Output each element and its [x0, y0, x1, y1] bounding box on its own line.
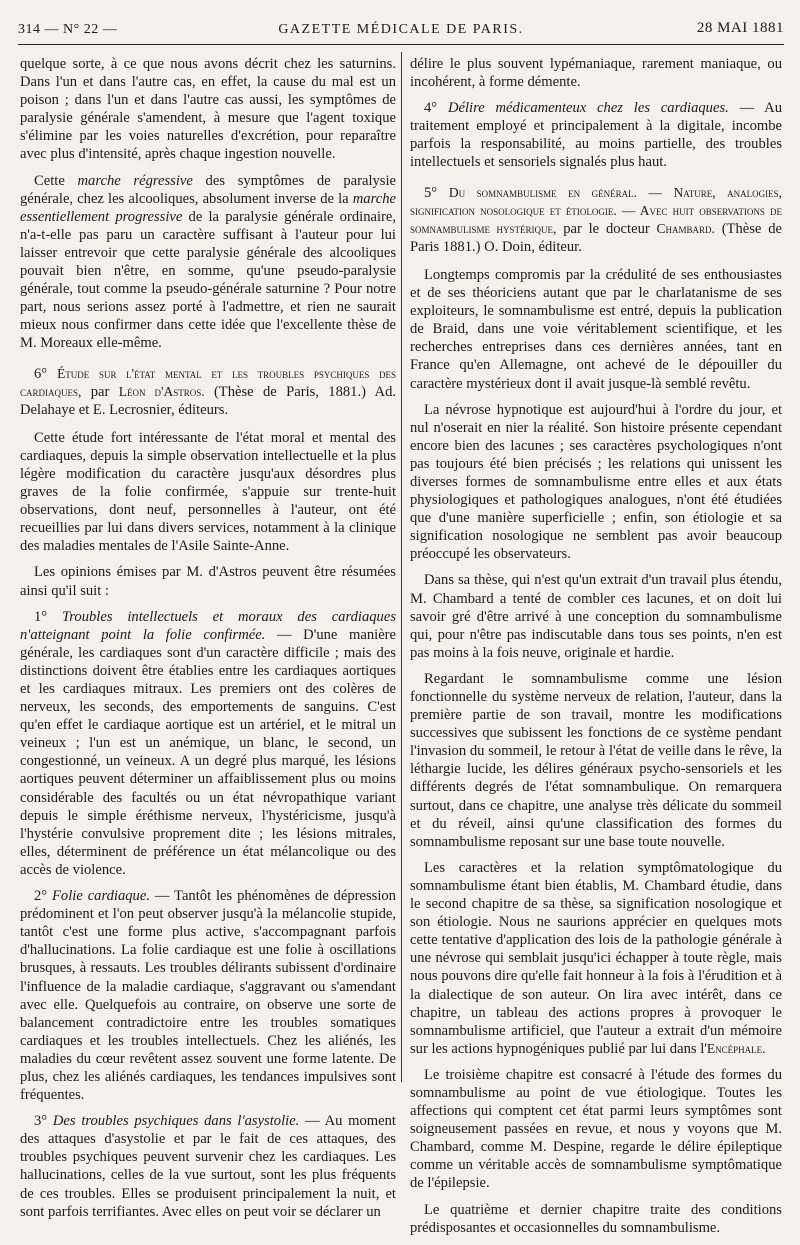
issue-date: 28 MAI 1881 [696, 20, 784, 36]
paragraph: Le quatrième et dernier chapitre traite des conditions prédisposantes et occasionnelles du somnambulisme. [410, 1201, 782, 1236]
list-item: 4° Délire médicamenteux chez les cardiaques. — Au traitement employé et principalement à la digitale, incombe parfois la responsabilité, au moins partielle, des troubles intellectuels et sensoriels signalés plus haut. [410, 100, 783, 171]
paragraph: Cette étude fort intéressante de l'état moral et mental des cardiaques, depuis la simple observation intellectuelle et la plus légère modification du caractère jusqu'aux désordres plus graves de la folie confirmée, s'appuie sur trente-huit observations, dont neuf, personnelles à l'auteur, ont été recueillies par lui dans divers services, notamment à la clinique des maladies mentales de l'Asile Sainte-Anne. [20, 429, 396, 555]
right-column [410, 55, 782, 1245]
page-issue-number: 314 — N° 22 — [18, 22, 118, 37]
paragraph: délire le plus souvent lypémaniaque, rarement maniaque, ou incohérent, à forme démente. [410, 56, 782, 91]
paragraph: Cette marche régressive des symptômes de paralysie générale, chez les alcooliques, absolument inverse de la marche essentiellement progressive de la paralysie générale ordinaire, n'a-t-elle pas paru un caractère suffisant à l'auteur pour lui laisser entrevoir que cette paralysie générale des alcooliques pouvait bien n'être, en somme, qu'une pseudo-paralysie générale, tout comme la pseudo-générale saturnine ? Pour notre part, nous serions assez porté à l'admettre, et rien ne saurait mieux nous confirmer dans cette idée que l'excellente thèse de M. Moreaux elle-même. [20, 172, 397, 352]
paragraph: Les caractères et la relation symptômatologique du somnambulisme étant bien établis, M. Chambard étudie, dans le second chapitre de sa thèse, sa signification nosologique et son étiologie. Nous ne saurions apprécier en quelques mots cette tentative d'application des lois de la pathologie générale à une névrose qui semblait jusqu'ici échapper à toute règle, mais nous pouvons dire qu'elle fait honneur à la fois à l'érudition et à la dialectique de son auteur. On lira avec intérêt, dans ce chapitre, un tableau des actions propres à provoquer le somnambulisme artificiel, que l'auteur a extrait d'un mémoire sur les actions hypnogéniques publié par lui dans l'Encéphale. [410, 859, 782, 1057]
paragraph: Regardant le somnambulisme comme une lésion fonctionnelle du système nerveux de relation, l'auteur, dans la première partie de son travail, montre les modifications successives que subissent les fonctions de ce système pendant l'invasion du sommeil, le retour à l'état de veille dans le rêve, la léthargie lucide, les délires généraux psycho-sensoriels et les différents degrés de l'état somnambulique. On remarquera surtout, dans ce chapitre, une analyse très délicate du sommeil et du réveil, ainsi qu'une classification des formes du somnambulisme reposant sur une base toute nouvelle. [410, 670, 782, 850]
paragraph: Longtemps compromis par la crédulité de ses enthousiastes et de ses théoriciens autant que par le charlatanisme de ses exploiteurs, le somnambulisme est entré, depuis la publication de Braid, dans une voie véritablement scientifique, et les recherches entreprises dans ces dernières années, tant en France qu'en Allemagne, ont achevé de le dépouiller du caractère mystérieux dont il avait jusque-là semblé revêtu. [410, 266, 782, 392]
section-heading-5: 5° Du somnambulisme en général. — Nature, analogies, signification nosologique et étiologie. — Avec huit observations de somnambulisme hystérique, par le docteur Chambard. (Thèse de Paris 1881.) O. Doin, éditeur. [410, 184, 783, 255]
list-item: 1° Troubles intellectuels et moraux des cardiaques n'atteignant point la folie confirmée. — D'une manière générale, les cardiaques sont d'un caractère difficile ; mais des distinctions doivent être établies entre les cardiaques aortiques et les cardiaques mitraux. Les premiers ont des colères de nerveux, les seconds, des emportements de sanguins. C'est qu'en effet le cardiaque aortique est un artériel, et le mitral un veineux ; l'un est un anémique, un blanc, le second, un congestionné, un veineux. A un degré plus marqué, les lésions aortiques peuvent déterminer un affaiblissement plus ou moins considérable des facultés ou un état névropathique variant depuis le simple éréthisme nerveux, l'hystéricisme, jusqu'à l'hystérie convulsive proprement dite ; les lésions mitrales, elles, déterminent de préférence un état mélancolique ou des accès de violence. [20, 608, 397, 878]
list-item: 3° Des troubles psychiques dans l'asystolie. — Au moment des attaques d'asystolie et par le fait de ces attaques, des troubles psychiques peuvent survenir chez les cardiaques. Les hallucinations, celles de la vue surtout, sont les plus fréquents de ces troubles. Elles se produisent principalement la nuit, et sont parfois terrifiantes. Avec elles on peut voir se déclarer un [20, 1113, 396, 1220]
paragraph: Les opinions émises par M. d'Astros peuvent être résumées ainsi qu'il suit : [20, 564, 396, 599]
paragraph: La névrose hypnotique est aujourd'hui à l'ordre du jour, et nul n'oserait en nier la réalité. Son histoire présente cependant encore bien des lacunes ; ses caractères psychologiques n'ont pas toujours été bien précisés ; les relations qui unissent les diverses formes de somnambulisme entre elles et aux états physiologiques et pathologiques analogues, n'ont été étudiées que d'une manière superficielle ; enfin, son étiologie et sa signification nosologique ne semblent pas avoir beaucoup préoccupé les observateurs. [410, 401, 782, 563]
list-item: 2° Folie cardiaque. — Tantôt les phénomènes de dépression prédominent et l'on peut observer jusqu'à la mélancolie stupide, tantôt c'est une forme plus active, s'accompagnant parfois d'hallucinations. La folie cardiaque est une folie à oscillations brusques, à ressauts. Les troubles délirants subissent d'ordinaire l'influence de la maladie cardiaque, s'aggravant ou s'amendant avec elle. Quelquefois au contraire, on observe une sorte de balancement contradictoire entre les troubles somatiques cardiaques et les troubles intellectuels. Chez les aliénés, les maladies du cœur revêtent assez souvent une forme latente. De plus, chez les aliénés cardiaques, les tendances impulsives sont fréquentes. [20, 888, 396, 1104]
section-heading-6: 6° Étude sur l'état mental et les troubles psychiques des cardiaques, par Léon d'Astros. (Thèse de Paris, 1881.) Ad. Delahaye et E. Lecrosnier, éditeurs. [20, 365, 397, 418]
left-column [20, 55, 396, 1229]
column-divider [401, 52, 402, 1082]
paragraph: Le troisième chapitre est consacré à l'étude des formes du somnambulisme au point de vue étiologique. Toutes les affections qui comptent cet état parmi leurs symptômes sont soigneusement passées en revue, et nous y voyons que M. Chambard, comme M. Despine, regarde le délire épileptique comme un véritable accès de somnambulisme symptômatique de l'épilepsie. [410, 1066, 782, 1192]
running-head [18, 18, 784, 45]
paragraph: Dans sa thèse, qui n'est qu'un extrait d'un travail plus étendu, M. Chambard a tenté de combler ces lacunes, et on doit lui savoir gré d'être arrivé à une conception du somnambulisme qui, pour n'être pas indiscutable dans tous ses points, n'en est pas moins à la fois neuve, originale et hardie. [410, 572, 782, 661]
paragraph: quelque sorte, à ce que nous avons décrit chez les saturnins. Dans l'un et dans l'autre cas, en effet, la cause du mal est un poison ; dans l'un et dans l'autre cas aussi, les symptômes de paralysie générale s'amendent, à mesure que l'agent toxique s'élimine par les voies naturelles d'excrétion, pour reparaître avec plus d'intensité, après chaque ingestion nouvelle. [20, 56, 396, 163]
journal-title: GAZETTE MÉDICALE DE PARIS. [278, 22, 524, 37]
